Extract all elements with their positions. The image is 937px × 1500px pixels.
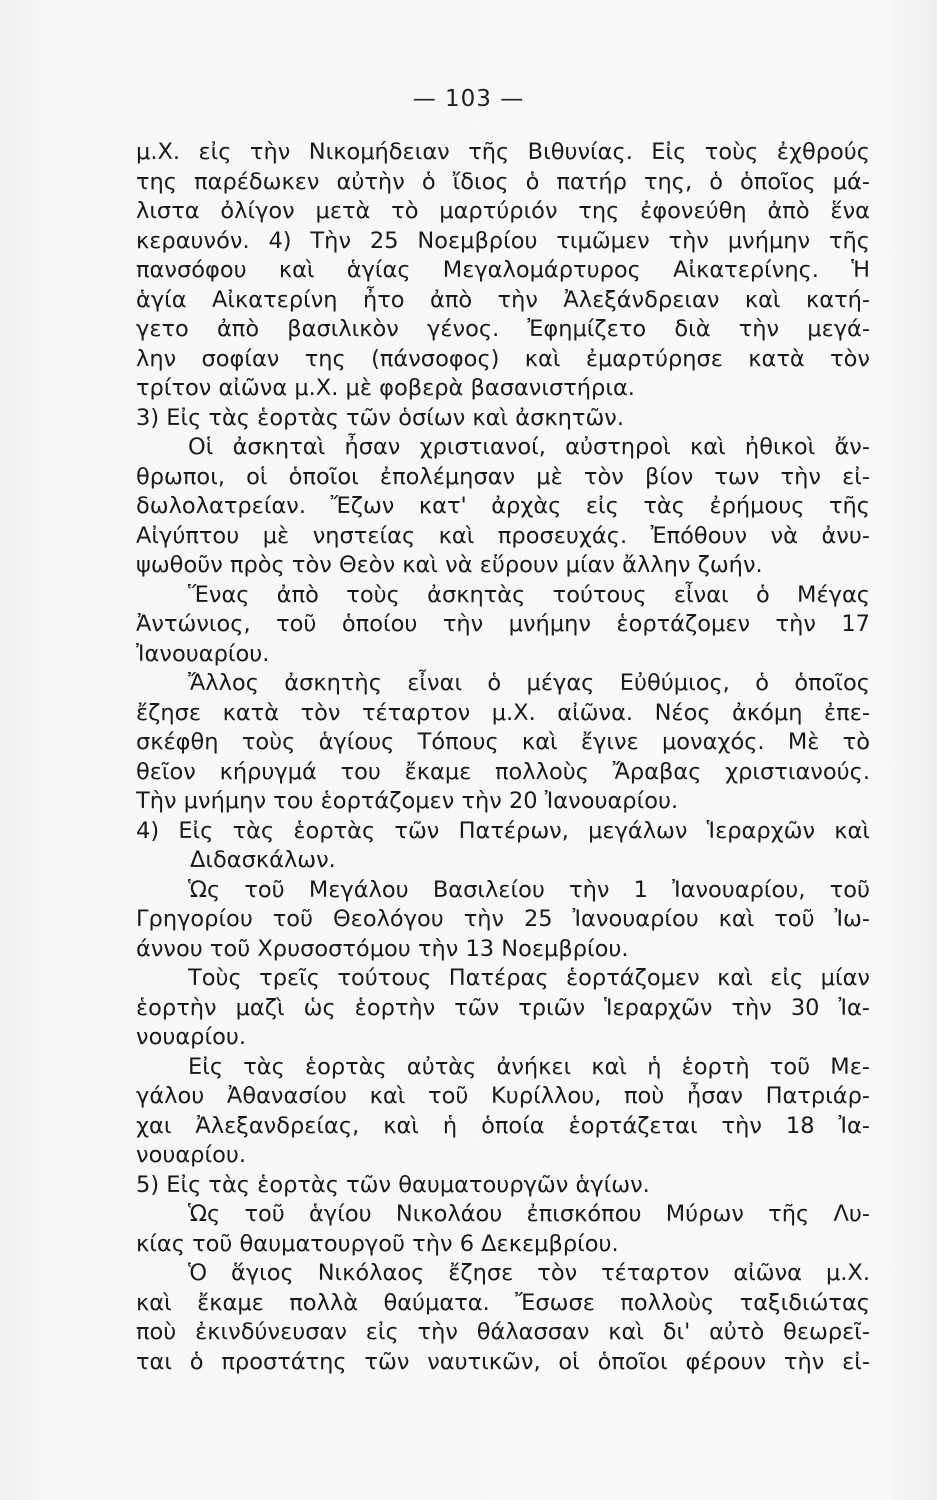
section-heading: 3) Εἰς τὰς ἑορτὰς τῶν ὁσίων καὶ ἀσκητῶν. (136, 404, 625, 431)
text-line: Εἰς τὰς ἑορτὰς αὐτὰς ἀνήκει καὶ ἡ ἑορτὴ τοῦ Με- (188, 1053, 870, 1080)
text-line: ψωθοῦν πρὸς τὸν Θεὸν καὶ νὰ εὕρουν μίαν ἄλλην ζωήν. (136, 552, 763, 578)
body-text (136, 138, 870, 1377)
text-line: Ὡς τοῦ Μεγάλου Βασιλείου τὴν 1 Ἰανουαρίου, τοῦ (188, 876, 870, 903)
text-line: τρίτον αἰῶνα μ.Χ. μὲ φοβερὰ βασανιστήρια. (136, 375, 635, 401)
text-line: Ἕνας ἀπὸ τοὺς ἀσκητὰς τούτους εἶναι ὁ Μέγας (188, 581, 870, 608)
text-line: θρωποι, οἱ ὁποῖοι ἐπολέμησαν μὲ τὸν βίον των τὴν εἰ- (136, 463, 870, 490)
text-line: σκέφθη τοὺς ἁγίους Τόπους καὶ ἔγινε μοναχός. Μὲ τὸ (136, 729, 870, 755)
text-line: κεραυνόν. 4) Τὴν 25 Νοεμβρίου τιμῶμεν τὴν μνήμην τῆς (136, 227, 870, 254)
text-line: Τὴν μνήμην του ἑορτάζομεν τὴν 20 Ἰανουαρίου. (136, 788, 679, 814)
text-line: νουαρίου. (136, 1024, 247, 1050)
text-line: Ὁ ἅγιος Νικόλαος ἔζησε τὸν τέταρτον αἰῶνα μ.Χ. (188, 1260, 870, 1286)
text-line: καὶ ἔκαμε πολλὰ θαύματα. Ἔσωσε πολλοὺς ταξιδιώτας (136, 1289, 870, 1316)
section-heading: 4) Εἰς τὰς ἑορτὰς τῶν Πατέρων, μεγάλων Ἱεραρχῶν καὶ (136, 817, 870, 844)
text-line: άννου τοῦ Χρυσοστόμου τὴν 13 Νοεμβρίου. (136, 935, 629, 962)
text-line: δωλολατρείαν. Ἔζων κατ' ἀρχὰς εἰς τὰς ἐρήμους τῆς (136, 493, 870, 519)
text-line: Αἰγύπτου μὲ νηστείας καὶ προσευχάς. Ἐπόθουν νὰ ἀνυ- (136, 522, 870, 549)
text-line: γετο ἀπὸ βασιλικὸν γένος. Ἐφημίζετο διὰ τὴν μεγά- (136, 316, 870, 342)
text-line: Ὡς τοῦ ἁγίου Νικολάου ἐπισκόπου Μύρων τῆς Λυ- (188, 1201, 870, 1227)
text-line: νουαρίου. (136, 1142, 247, 1168)
text-line: θεῖον κήρυγμά του ἔκαμε πολλοὺς Ἄραβας χριστιανούς. (136, 758, 870, 785)
text-line: ἁγία Αἰκατερίνη ἦτο ἀπὸ τὴν Ἀλεξάνδρειαν καὶ κατή- (136, 286, 870, 313)
text-line: της παρέδωκεν αὐτὴν ὁ ἴδιος ὁ πατήρ της, ὁ ὁποῖος μά- (136, 168, 870, 195)
section-heading: 5) Εἰς τὰς ἑορτὰς τῶν θαυματουργῶν ἁγίων. (136, 1171, 650, 1198)
text-line: γάλου Ἀθανασίου καὶ τοῦ Κυρίλλου, ποὺ ἦσαν Πατριάρ- (136, 1083, 870, 1109)
text-line: κίας τοῦ θαυματουργοῦ τὴν 6 Δεκεμβρίου. (136, 1230, 619, 1257)
text-line: λιστα ὀλίγον μετὰ τὸ μαρτύριόν της ἐφονεύθη ἀπὸ ἕνα (136, 198, 870, 224)
text-line: Ἀντώνιος, τοῦ ὁποίου τὴν μνήμην ἑορτάζομεν τὴν 17 (136, 611, 870, 637)
text-line: μ.Χ. εἰς τὴν Νικομήδειαν τῆς Βιθυνίας. Εἰς τοὺς ἐχθρούς (136, 139, 870, 165)
page-number: — 103 — (412, 86, 525, 112)
text-line: ἑορτὴν μαζὶ ὡς ἑορτὴν τῶν τριῶν Ἱεραρχῶν τὴν 30 Ἰα- (136, 994, 870, 1021)
text-line: πανσόφου καὶ ἁγίας Μεγαλομάρτυρος Αἰκατερίνης. Ἡ (136, 257, 870, 283)
text-line: ται ὁ προστάτης τῶν ναυτικῶν, οἱ ὁποῖοι φέρουν τὴν εἰ- (136, 1348, 870, 1375)
section-heading: Διδασκάλων. (190, 847, 336, 873)
text-line: Ἰανουαρίου. (136, 640, 270, 667)
text-line: λην σοφίαν της (πάνσοφος) καὶ ἐμαρτύρησε κατὰ τὸν (136, 345, 870, 372)
text-line: χαι Ἀλεξανδρείας, καὶ ἡ ὁποία ἑορτάζεται τὴν 18 Ἰα- (136, 1112, 870, 1139)
text-line: ποὺ ἐκινδύνευσαν εἰς τὴν θάλασσαν καὶ δι' αὐτὸ θεωρεῖ- (136, 1319, 870, 1345)
text-line: Γρηγορίου τοῦ Θεολόγου τὴν 25 Ἰανουαρίου καὶ τοῦ Ἰω- (136, 906, 870, 932)
text-line: Τοὺς τρεῖς τούτους Πατέρας ἑορτάζομεν καὶ εἰς μίαν (188, 965, 870, 991)
text-line: Ἄλλος ἀσκητὴς εἶναι ὁ μέγας Εὐθύμιος, ὁ ὁποῖος (188, 670, 870, 696)
text-line: ἔζησε κατὰ τὸν τέταρτον μ.Χ. αἰῶνα. Νέος ἀκόμη ἐπε- (136, 699, 870, 726)
text-line: Οἱ ἀσκηταὶ ἦσαν χριστιανοί, αὐστηροὶ καὶ ἠθικοὶ ἄν- (188, 434, 870, 460)
